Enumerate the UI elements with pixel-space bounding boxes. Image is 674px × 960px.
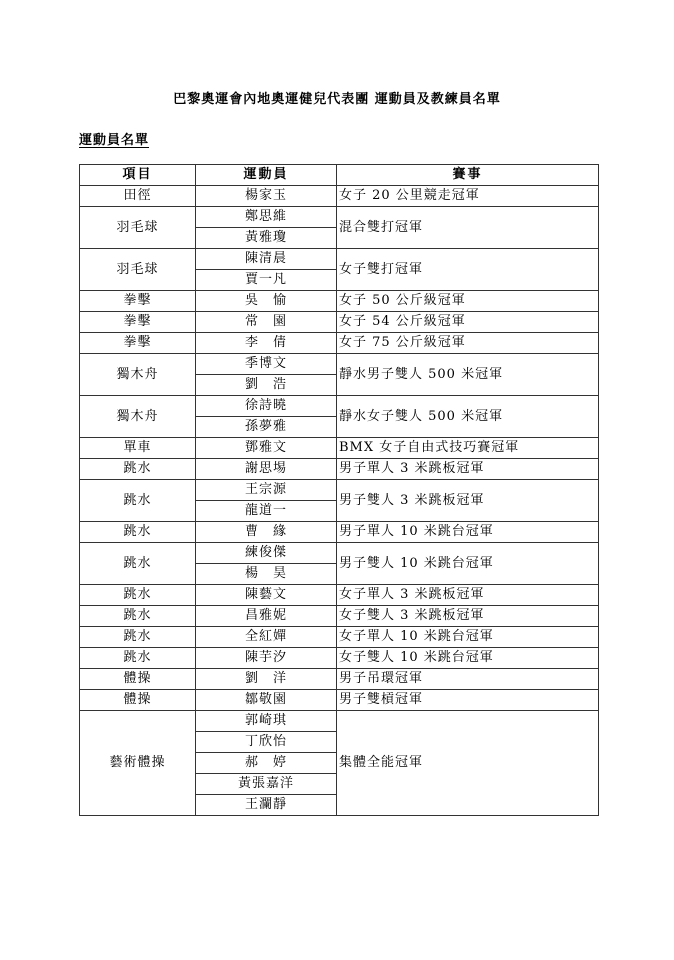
athlete-cell: 劉 浩 <box>196 375 337 396</box>
event-cell: 女子 20 公里競走冠軍 <box>337 186 599 207</box>
athlete-cell: 全紅嬋 <box>196 627 337 648</box>
athlete-cell: 陳芋汐 <box>196 648 337 669</box>
sport-cell: 跳水 <box>80 585 196 606</box>
section-heading-athletes: 運動員名單 <box>79 133 150 148</box>
event-cell: 混合雙打冠軍 <box>337 207 599 249</box>
table-row <box>80 354 599 375</box>
sport-cell: 獨木舟 <box>80 354 196 396</box>
event-cell: 女子 54 公斤級冠軍 <box>337 312 599 333</box>
document-title: 巴黎奧運會內地奧運健兒代表團 運動員及教練員名單 <box>173 92 501 107</box>
event-cell: 男子單人 3 米跳板冠軍 <box>337 459 599 480</box>
athlete-cell: 郭崎琪 <box>196 711 337 732</box>
athlete-cell: 孫夢雅 <box>196 417 337 438</box>
sport-cell: 藝術體操 <box>80 711 196 816</box>
sport-cell: 田徑 <box>80 186 196 207</box>
event-cell: 女子雙打冠軍 <box>337 249 599 291</box>
athlete-cell: 陳藝文 <box>196 585 337 606</box>
sport-cell: 跳水 <box>80 459 196 480</box>
athlete-cell: 曹 緣 <box>196 522 337 543</box>
sport-cell: 羽毛球 <box>80 207 196 249</box>
athlete-cell: 龍道一 <box>196 501 337 522</box>
athlete-cell: 王宗源 <box>196 480 337 501</box>
athlete-cell: 丁欣怡 <box>196 732 337 753</box>
table-row <box>80 627 599 648</box>
athlete-cell: 謝思埸 <box>196 459 337 480</box>
athlete-cell: 李 倩 <box>196 333 337 354</box>
athlete-cell: 楊家玉 <box>196 186 337 207</box>
table-row <box>80 333 599 354</box>
event-cell: 靜水男子雙人 500 米冠軍 <box>337 354 599 396</box>
table-row <box>80 585 599 606</box>
athlete-cell: 吳 愉 <box>196 291 337 312</box>
sport-cell: 拳擊 <box>80 291 196 312</box>
event-cell: 男子雙人 10 米跳台冠軍 <box>337 543 599 585</box>
sport-cell: 跳水 <box>80 606 196 627</box>
event-cell: 靜水女子雙人 500 米冠軍 <box>337 396 599 438</box>
sport-cell: 單車 <box>80 438 196 459</box>
table-header-row <box>80 165 599 186</box>
event-cell: 男子雙人 3 米跳板冠軍 <box>337 480 599 522</box>
athlete-cell: 劉 洋 <box>196 669 337 690</box>
athlete-cell: 徐詩曉 <box>196 396 337 417</box>
event-cell: 女子單人 3 米跳板冠軍 <box>337 585 599 606</box>
table-row <box>80 711 599 732</box>
event-cell: 女子雙人 10 米跳台冠軍 <box>337 648 599 669</box>
athlete-cell: 鄭思維 <box>196 207 337 228</box>
sport-cell: 跳水 <box>80 480 196 522</box>
athlete-cell: 王瀾靜 <box>196 795 337 816</box>
sport-cell: 拳擊 <box>80 312 196 333</box>
athlete-cell: 鄒敬園 <box>196 690 337 711</box>
athlete-cell: 常 園 <box>196 312 337 333</box>
athlete-cell: 昌雅妮 <box>196 606 337 627</box>
athlete-cell: 鄧雅文 <box>196 438 337 459</box>
table-row <box>80 207 599 228</box>
table-row <box>80 249 599 270</box>
event-cell: 男子雙槓冠軍 <box>337 690 599 711</box>
header-athlete: 運動員 <box>196 165 337 186</box>
sport-cell: 拳擊 <box>80 333 196 354</box>
athlete-cell: 季博文 <box>196 354 337 375</box>
athlete-cell: 陳清晨 <box>196 249 337 270</box>
event-cell: 男子單人 10 米跳台冠軍 <box>337 522 599 543</box>
sport-cell: 跳水 <box>80 522 196 543</box>
sport-cell: 體操 <box>80 669 196 690</box>
sport-cell: 跳水 <box>80 627 196 648</box>
athlete-roster-table <box>79 164 599 816</box>
event-cell: 女子 50 公斤級冠軍 <box>337 291 599 312</box>
table-row <box>80 291 599 312</box>
athlete-cell: 黃張嘉洋 <box>196 774 337 795</box>
sport-cell: 羽毛球 <box>80 249 196 291</box>
table-row <box>80 186 599 207</box>
athlete-cell: 楊 昊 <box>196 564 337 585</box>
table-row <box>80 690 599 711</box>
table-row <box>80 669 599 690</box>
table-row <box>80 438 599 459</box>
sport-cell: 跳水 <box>80 648 196 669</box>
table-row <box>80 480 599 501</box>
event-cell: BMX 女子自由式技巧賽冠軍 <box>337 438 599 459</box>
event-cell: 集體全能冠軍 <box>337 711 599 816</box>
sport-cell: 跳水 <box>80 543 196 585</box>
header-sport: 項目 <box>80 165 196 186</box>
event-cell: 女子單人 10 米跳台冠軍 <box>337 627 599 648</box>
table-row <box>80 312 599 333</box>
athlete-cell: 賈一凡 <box>196 270 337 291</box>
header-event: 賽事 <box>337 165 599 186</box>
table-row <box>80 459 599 480</box>
athlete-cell: 練俊傑 <box>196 543 337 564</box>
table-row <box>80 396 599 417</box>
event-cell: 女子 75 公斤級冠軍 <box>337 333 599 354</box>
sport-cell: 體操 <box>80 690 196 711</box>
event-cell: 女子雙人 3 米跳板冠軍 <box>337 606 599 627</box>
table-row <box>80 522 599 543</box>
table-row <box>80 543 599 564</box>
athlete-cell: 黃雅瓊 <box>196 228 337 249</box>
athlete-cell: 郝 婷 <box>196 753 337 774</box>
event-cell: 男子吊環冠軍 <box>337 669 599 690</box>
sport-cell: 獨木舟 <box>80 396 196 438</box>
